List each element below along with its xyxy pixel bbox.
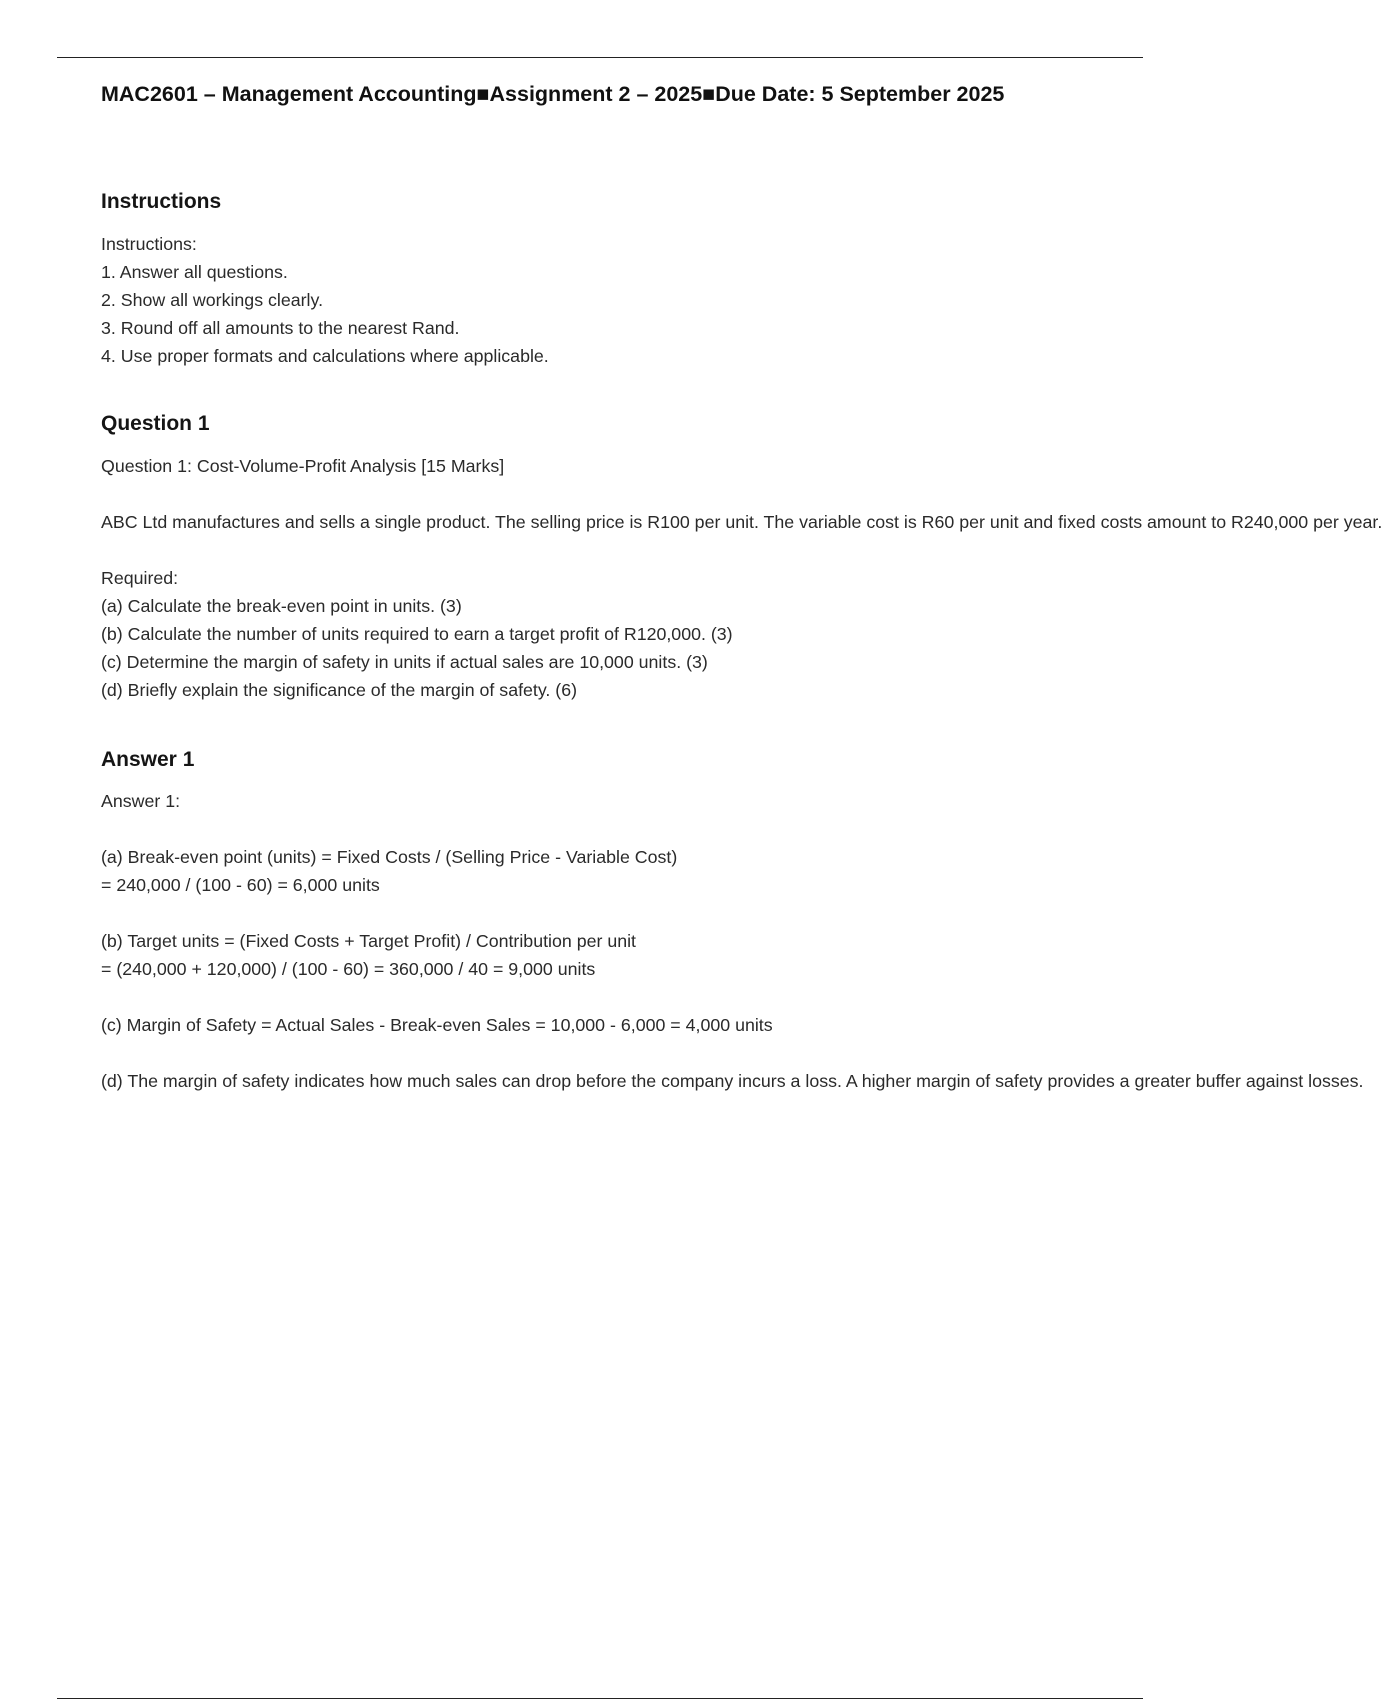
bottom-rule [57, 1698, 1143, 1699]
instruction-item-2: 2. Show all workings clearly. [101, 290, 324, 310]
answer-a-formula: (a) Break-even point (units) = Fixed Costs / (Selling Price - Variable Cost) [101, 847, 678, 867]
question-1-subtitle: Question 1: Cost-Volume-Profit Analysis [15 Marks] [101, 456, 505, 476]
instructions-heading: Instructions [101, 190, 222, 213]
answer-b-formula: (b) Target units = (Fixed Costs + Target Profit) / Contribution per unit [101, 931, 636, 951]
answer-1-label: Answer 1: [101, 791, 181, 811]
top-rule [57, 57, 1143, 58]
answer-1-heading: Answer 1 [101, 748, 195, 771]
question-1-scenario: ABC Ltd manufactures and sells a single product. The selling price is R100 per unit. The variable cost is R60 per unit and fixed costs amount to R240,000 per year. [101, 512, 1382, 532]
answer-c-calculation: (c) Margin of Safety = Actual Sales - Break-even Sales = 10,000 - 6,000 = 4,000 units [101, 1015, 773, 1035]
instruction-item-4: 4. Use proper formats and calculations where applicable. [101, 346, 549, 366]
question-1-heading: Question 1 [101, 412, 210, 435]
instructions-label: Instructions: [101, 234, 197, 254]
required-label: Required: [101, 568, 179, 588]
answer-b-calculation: = (240,000 + 120,000) / (100 - 60) = 360,000 / 40 = 9,000 units [101, 959, 596, 979]
instruction-item-1: 1. Answer all questions. [101, 262, 288, 282]
question-1-part-d: (d) Briefly explain the significance of the margin of safety. (6) [101, 680, 578, 700]
document-title: MAC2601 – Management Accounting■Assignment 2 – 2025■Due Date: 5 September 2025 [101, 82, 1005, 106]
answer-a-calculation: = 240,000 / (100 - 60) = 6,000 units [101, 875, 380, 895]
instruction-item-3: 3. Round off all amounts to the nearest Rand. [101, 318, 460, 338]
question-1-part-b: (b) Calculate the number of units required to earn a target profit of R120,000. (3) [101, 624, 733, 644]
question-1-part-a: (a) Calculate the break-even point in units. (3) [101, 596, 462, 616]
answer-d-explanation: (d) The margin of safety indicates how much sales can drop before the company incurs a loss. A higher margin of safety provides a greater buffer against losses. [101, 1071, 1364, 1091]
question-1-part-c: (c) Determine the margin of safety in units if actual sales are 10,000 units. (3) [101, 652, 708, 672]
